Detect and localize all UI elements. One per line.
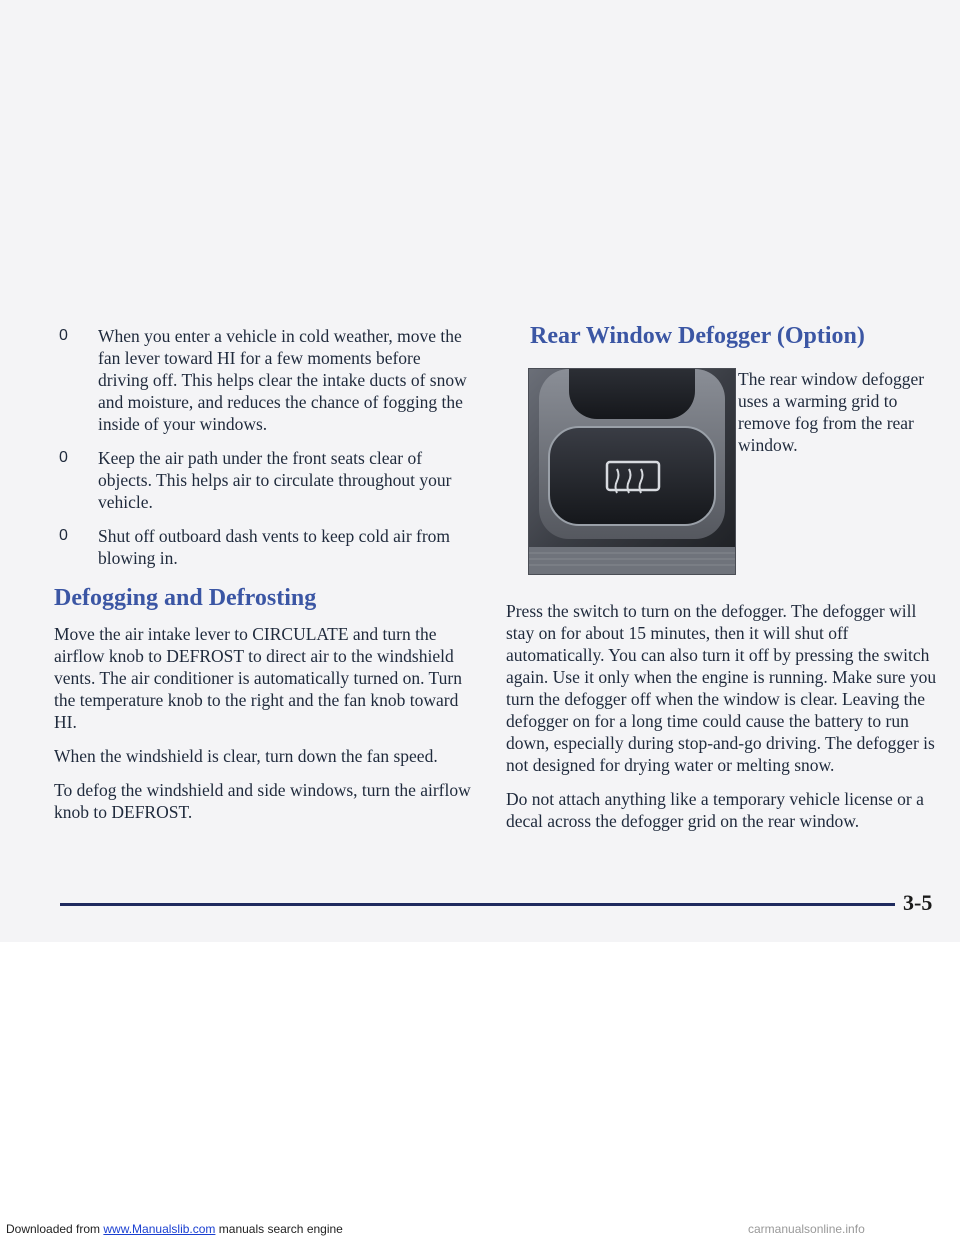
footer-suffix: manuals search engine bbox=[215, 1222, 343, 1236]
defogger-switch-photo bbox=[528, 368, 736, 575]
bullet-text: Keep the air path under the front seats clear of objects. This helps air to circulate throughout your vehicle. bbox=[98, 448, 452, 512]
section-heading-defogging: Defogging and Defrosting bbox=[54, 585, 317, 611]
page-number: 3-5 bbox=[903, 890, 933, 915]
bullet-icon: 0 bbox=[59, 327, 68, 344]
section-heading-rear-defogger: Rear Window Defogger (Option) bbox=[530, 323, 865, 349]
defogger-caption: The rear window defogger uses a warming grid to remove fog from the rear window. bbox=[738, 369, 925, 455]
bullet-text: Shut off outboard dash vents to keep cold air from blowing in. bbox=[98, 526, 451, 568]
list-item bbox=[54, 325, 474, 435]
footer-prefix: Downloaded from bbox=[6, 1222, 104, 1236]
left-column bbox=[54, 325, 474, 835]
paragraph: Do not attach anything like a temporary vehicle license or a decal across the defogger grid on the rear window. bbox=[506, 789, 924, 831]
paragraph: Press the switch to turn on the defogger. The defogger will stay on for about 15 minutes, then it will shut off automatically. You can also turn it off by pressing the switch again. Use it only when the engine is running. Make sure you turn the defogger off when the window is clear. Leaving the defogger on for a long time could cause the battery to run down, especially during stop-and-go driving. The defogger is not designed for drying water or melting snow. bbox=[506, 601, 937, 775]
bullet-icon: 0 bbox=[59, 527, 68, 544]
manualslib-link[interactable]: www.Manualslib.com bbox=[103, 1222, 216, 1236]
bullet-text: When you enter a vehicle in cold weather, move the fan lever toward HI for a few moments before driving off. This helps clear the intake ducts of snow and moisture, and reduces the chance of fogging the inside of your windows. bbox=[98, 326, 467, 434]
paragraph: When the windshield is clear, turn down the fan speed. bbox=[54, 746, 438, 766]
footer-rule bbox=[60, 903, 895, 906]
paragraph: To defog the windshield and side windows, turn the airflow knob to DEFROST. bbox=[54, 780, 471, 822]
bullet-icon: 0 bbox=[59, 449, 68, 466]
right-column bbox=[506, 320, 938, 831]
list-item bbox=[54, 525, 474, 569]
watermark: carmanualsonline.info bbox=[748, 1222, 865, 1236]
download-footer bbox=[6, 1222, 343, 1236]
rear-defrost-icon bbox=[529, 369, 735, 574]
paragraph: Move the air intake lever to CIRCULATE and turn the airflow knob to DEFROST to direct air to the windshield vents. The air conditioner is automatically turned on. Turn the temperature knob to the right and the fan knob toward HI. bbox=[54, 624, 462, 732]
defogger-body bbox=[506, 600, 938, 844]
list-item bbox=[54, 447, 474, 513]
